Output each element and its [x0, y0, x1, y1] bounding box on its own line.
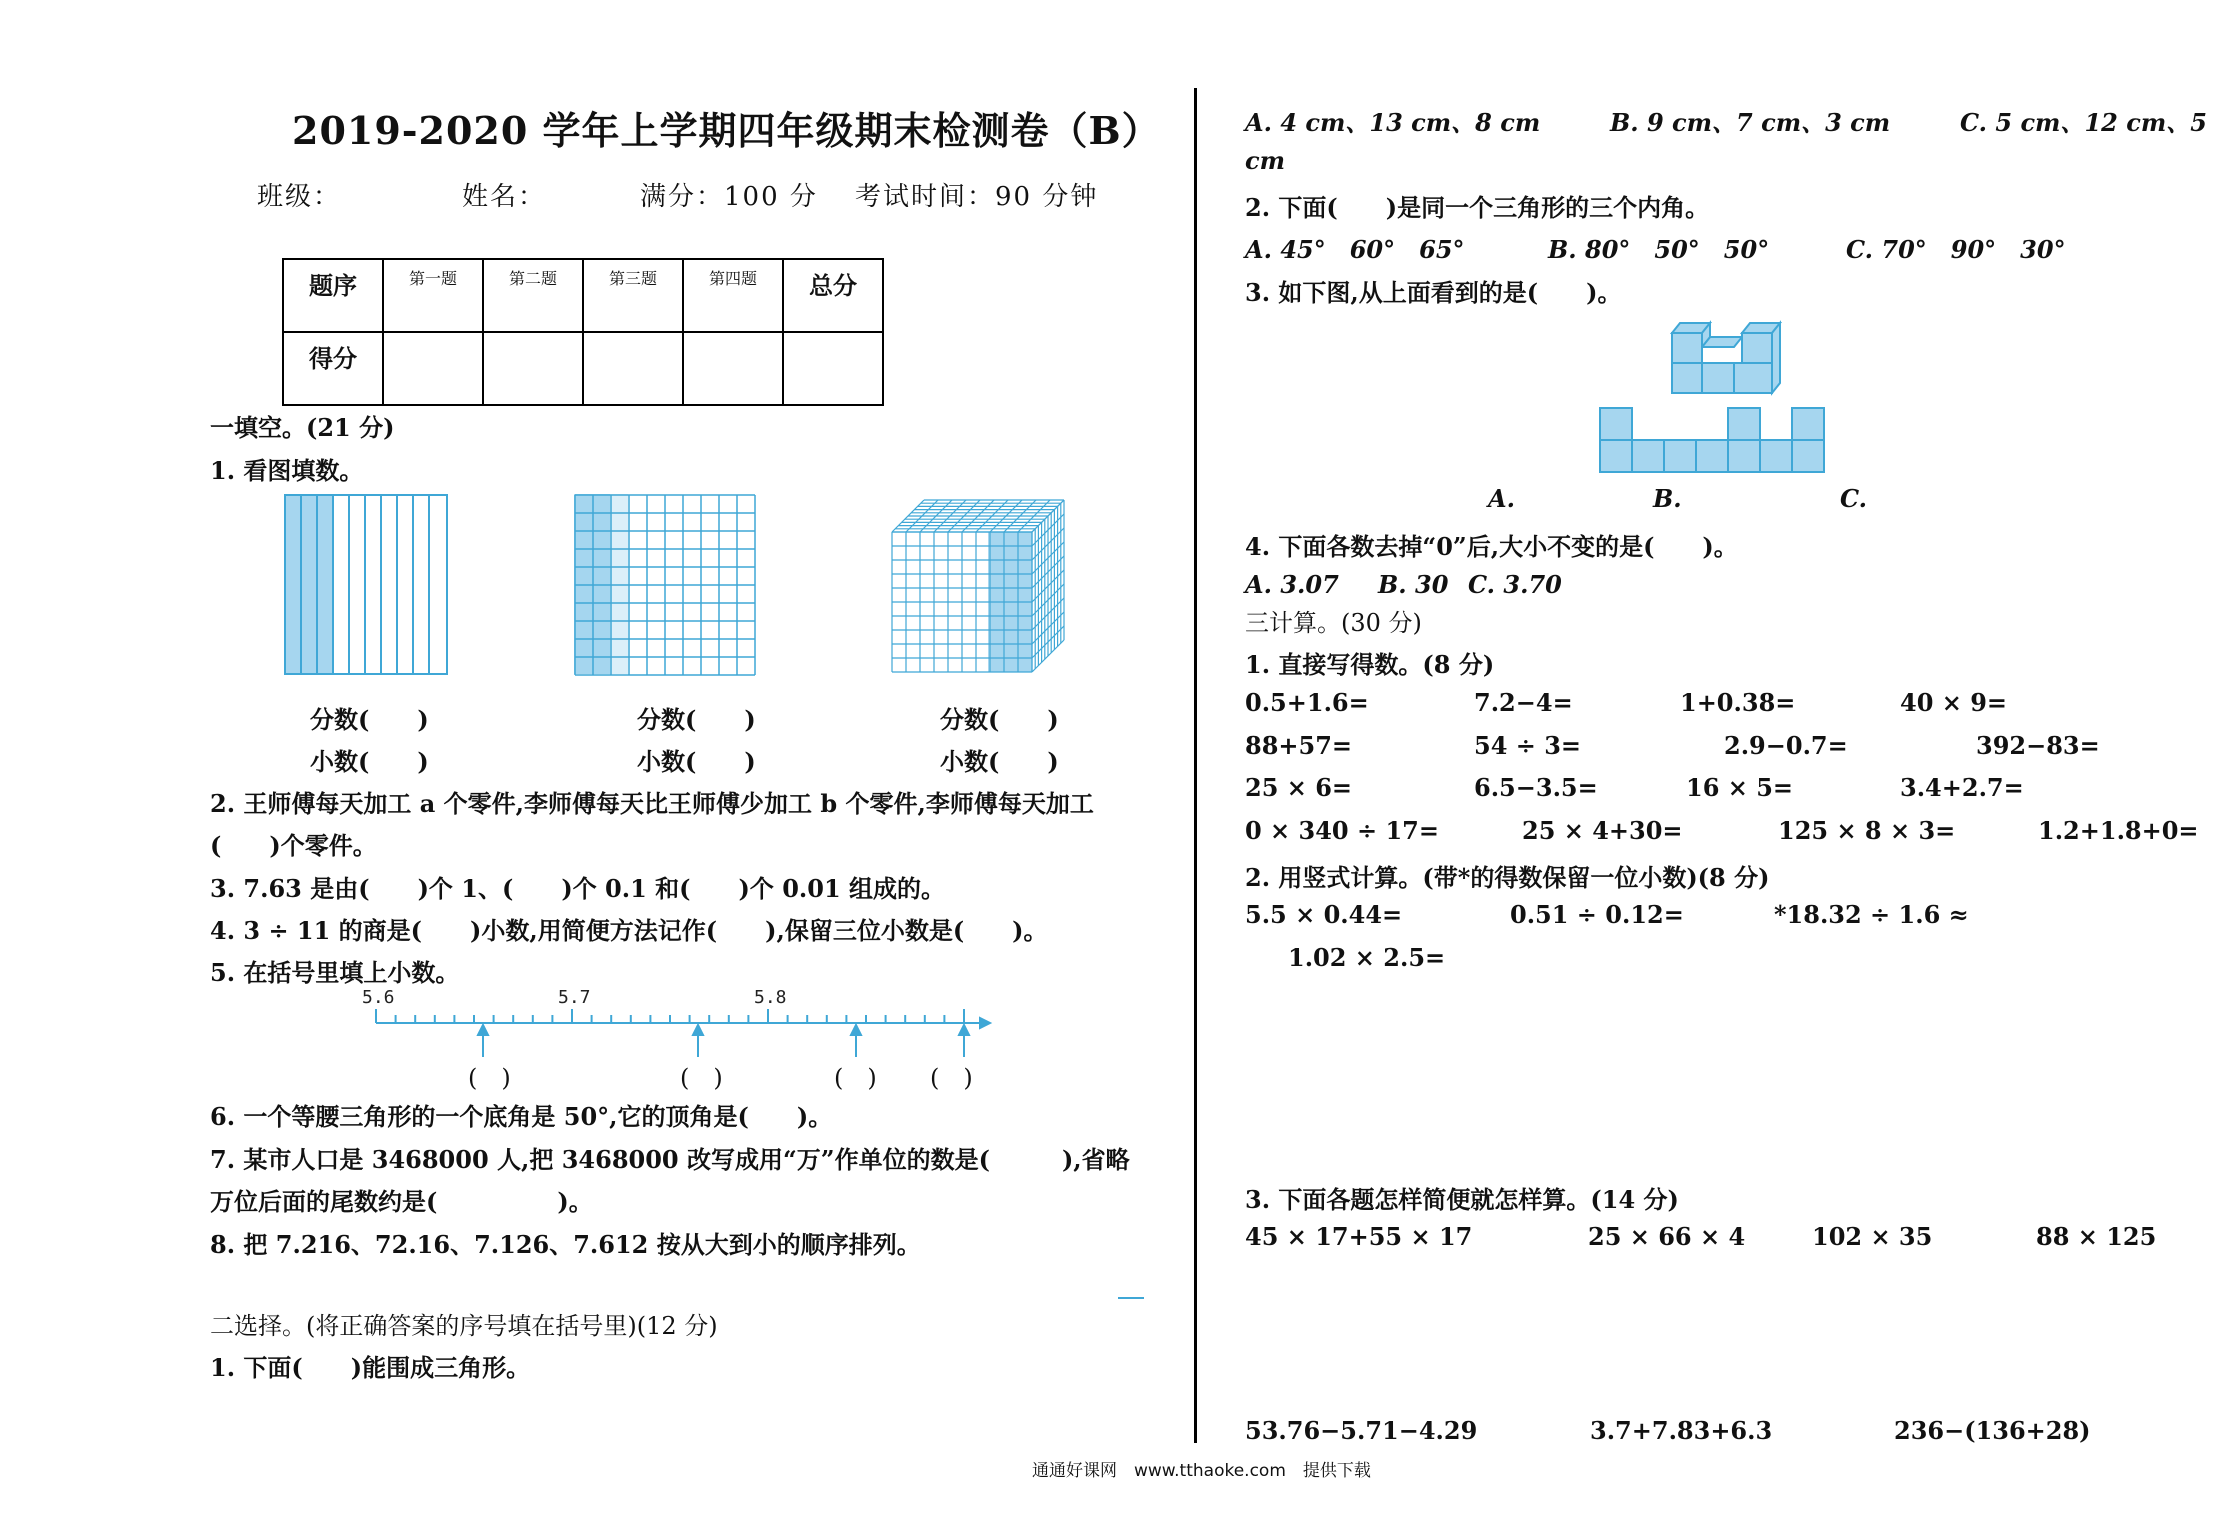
calc-item: 25 × 6= [1245, 773, 1353, 802]
option-2-3-a: A. [1488, 484, 1515, 513]
calc-item: 6.5−3.5= [1474, 773, 1598, 802]
option-2-1-b: B. 9 cm、7 cm、3 cm [1610, 108, 1891, 137]
vertical-calc-item: 1.02 × 2.5= [1288, 943, 1446, 972]
calc-item: 54 ÷ 3= [1474, 731, 1582, 760]
ruler-blank-2[interactable]: ( ) [680, 1064, 723, 1092]
question-1-2a: 2. 王师傅每天加工 a 个零件,李师傅每天比王师傅少加工 b 个零件,李师傅每天加工 [210, 789, 1094, 818]
vertical-calc-item: 5.5 × 0.44= [1245, 900, 1403, 929]
score-input-cell[interactable] [683, 332, 783, 405]
calc-item: 0 × 340 ÷ 17= [1245, 816, 1439, 845]
section2-heading: 二选择。(将正确答案的序号填在括号里)(12 分) [210, 1312, 718, 1340]
footer-credit: 通通好课网 www.tthaoke.com 提供下载 [1032, 1461, 1371, 1481]
question-1-6: 6. 一个等腰三角形的一个底角是 50°,它的顶角是( )。 [210, 1102, 833, 1131]
option-2-3-c: C. [1840, 484, 1868, 513]
option-2-2-c: C. 70° 90° 30° [1846, 235, 2066, 264]
fraction-blank-2[interactable]: 分数( ) [637, 705, 756, 734]
vertical-calc-item: *18.32 ÷ 1.6 ≈ [1774, 900, 1969, 929]
score-table-cell: 题序 [283, 259, 383, 332]
calc-item: 25 × 4+30= [1522, 816, 1683, 845]
section3-heading: 三计算。(30 分) [1245, 609, 1422, 637]
figure-thousandths-cube [892, 494, 1072, 676]
option-2-4-c [1468, 570, 1562, 599]
ruler-blank-3[interactable]: ( ) [834, 1064, 877, 1092]
score-table-cell: 第二题 [483, 259, 583, 332]
calc-item: 3.4+2.7= [1900, 773, 2024, 802]
ruler-blank-1[interactable]: ( ) [468, 1064, 511, 1092]
fraction-blank-1[interactable]: 分数( ) [310, 705, 429, 734]
simplify-item: 88 × 125 [2036, 1222, 2157, 1251]
column-divider [1194, 88, 1197, 1443]
fraction-blank-3[interactable]: 分数( ) [940, 705, 1059, 734]
score-table [282, 258, 884, 406]
section1-heading: 一填空。(21 分) [210, 413, 395, 442]
figure-hundredths-grid [574, 494, 756, 676]
option-2-1-c: C. 5 cm、12 cm、5 [1960, 108, 2207, 137]
option-2-4-c-text: C. 3.70 [1468, 570, 1562, 599]
option-2-4-a-text: A. 3.07 [1245, 570, 1339, 599]
score-input-cell[interactable] [583, 332, 683, 405]
option-2-2-a: A. 45° 60° 65° [1245, 235, 1465, 264]
option-2-3-b: B. [1653, 484, 1682, 513]
question-1-3: 3. 7.63 是由( )个 1、( )个 0.1 和( )个 0.01 组成的。 [210, 874, 946, 903]
simplify-item: 53.76−5.71−4.29 [1245, 1416, 1478, 1445]
decimal-blank-1[interactable]: 小数( ) [310, 747, 429, 776]
question-1-5: 5. 在括号里填上小数。 [210, 958, 460, 987]
option-2-1-a: A. 4 cm、13 cm、8 cm [1245, 108, 1541, 137]
score-table-header-row [283, 259, 883, 332]
calc-item: 0.5+1.6= [1245, 688, 1369, 717]
calc-item: 2.9−0.7= [1724, 731, 1848, 760]
question-2-4: 4. 下面各数去掉“0”后,大小不变的是( )。 [1245, 532, 1738, 561]
question-3-3: 3. 下面各题怎样简便就怎样算。(14 分) [1245, 1185, 1679, 1214]
calc-item: 7.2−4= [1474, 688, 1573, 717]
decimal-blank-2[interactable]: 小数( ) [637, 747, 756, 776]
calc-item: 40 × 9= [1900, 688, 2008, 717]
vertical-calc-item: 0.51 ÷ 0.12= [1510, 900, 1684, 929]
ruler-label-5-6: 5.6 [362, 987, 395, 1008]
simplify-item: 236−(136+28) [1894, 1416, 2091, 1445]
top-view-choices [1600, 408, 1826, 472]
question-3-2: 2. 用竖式计算。(带*的得数保留一位小数)(8 分) [1245, 863, 1770, 892]
calc-item: 125 × 8 × 3= [1778, 816, 1956, 845]
page-title: 2019-2020 学年上学期四年级期末检测卷（B） [292, 108, 1161, 153]
option-2-1-c-unit: cm [1245, 146, 1286, 175]
decorative-dash [1118, 1297, 1144, 1299]
score-input-cell[interactable] [383, 332, 483, 405]
question-1-7a: 7. 某市人口是 3468000 人,把 3468000 改写成用“万”作单位的数是( ),省略 [210, 1145, 1130, 1174]
question-2-3: 3. 如下图,从上面看到的是( )。 [1245, 278, 1622, 307]
score-input-cell[interactable] [483, 332, 583, 405]
name-label: 姓名： [462, 182, 547, 212]
calc-item: 88+57= [1245, 731, 1353, 760]
figure-tenths-strips [284, 494, 448, 676]
calc-item: 1.2+1.8+0= [2038, 816, 2199, 845]
question-2-1: 1. 下面( )能围成三角形。 [210, 1353, 531, 1382]
class-label: 班级： [257, 182, 342, 212]
score-input-cell[interactable] [783, 332, 883, 405]
question-1-1: 1. 看图填数。 [210, 456, 364, 485]
simplify-item: 45 × 17+55 × 17 [1245, 1222, 1473, 1251]
score-table-cell: 得分 [283, 332, 383, 405]
simplify-item: 102 × 35 [1812, 1222, 1933, 1251]
option-2-4-b [1378, 570, 1448, 599]
ruler-label-5-8: 5.8 [754, 987, 787, 1008]
score-table-cell: 第一题 [383, 259, 483, 332]
calc-item: 16 × 5= [1686, 773, 1794, 802]
option-2-4-b-text: B. 30 [1378, 570, 1449, 599]
score-table-score-row [283, 332, 883, 405]
question-3-1: 1. 直接写得数。(8 分) [1245, 650, 1495, 679]
question-1-7b: 万位后面的尾数约是( )。 [210, 1187, 593, 1216]
question-1-4: 4. 3 ÷ 11 的商是( )小数,用简便方法记作( ),保留三位小数是( )。 [210, 916, 1048, 945]
calc-item: 1+0.38= [1680, 688, 1796, 717]
question-2-2: 2. 下面( )是同一个三角形的三个内角。 [1245, 193, 1710, 222]
exam-time-label: 考试时间：90 分钟 [855, 182, 1099, 212]
block-figure-3d [1672, 315, 1784, 393]
ruler-label-5-7: 5.7 [558, 987, 591, 1008]
ruler-blank-4[interactable]: ( ) [930, 1064, 973, 1092]
score-table-cell: 第四题 [683, 259, 783, 332]
full-score-label: 满分：100 分 [640, 182, 818, 212]
score-table-cell: 第三题 [583, 259, 683, 332]
question-1-2b: ( )个零件。 [210, 831, 377, 860]
simplify-item: 3.7+7.83+6.3 [1590, 1416, 1773, 1445]
option-2-2-b: B. 80° 50° 50° [1548, 235, 1770, 264]
question-1-8: 8. 把 7.216、72.16、7.126、7.612 按从大到小的顺序排列。 [210, 1230, 921, 1259]
option-2-4-a [1245, 570, 1339, 599]
score-table-cell: 总分 [783, 259, 883, 332]
calc-item: 392−83= [1976, 731, 2100, 760]
simplify-item: 25 × 66 × 4 [1588, 1222, 1746, 1251]
decimal-blank-3[interactable]: 小数( ) [940, 747, 1059, 776]
